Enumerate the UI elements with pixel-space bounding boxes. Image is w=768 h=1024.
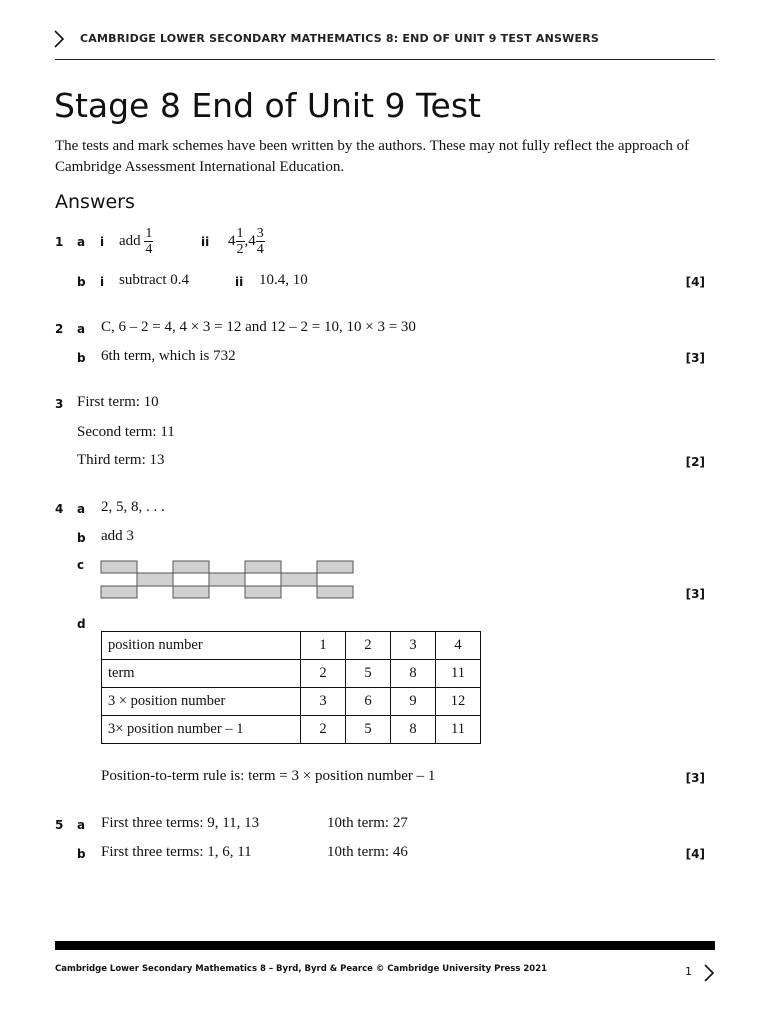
table-cell: 2 [346,632,391,660]
q1-b-ii-answer: 10.4, 10 [259,272,308,288]
table-cell: 8 [391,716,436,744]
answers-heading: Answers [55,191,135,213]
q4-d-rule: Position-to-term rule is: term = 3 × position number – 1 [101,768,436,784]
table-cell: 2 [301,660,346,688]
q1-b-sub-ii: ii [235,275,244,289]
table-row [102,632,481,660]
q5-b-tenth: 10th term: 46 [327,844,408,860]
table-cell: 11 [436,716,481,744]
table-cell: 11 [436,660,481,688]
table-row [102,660,481,688]
q3-number: 3 [55,397,64,411]
header-rule [55,59,715,60]
q1-b-i-answer: subtract 0.4 [119,272,189,288]
fraction-denominator: 4 [256,241,264,257]
table-cell: 5 [346,716,391,744]
q1-a-ii-fraction-1 [236,226,245,257]
mixed-whole: 4 [248,232,256,249]
q2-a-answer: C, 6 – 2 = 4, 4 × 3 = 12 and 12 – 2 = 10, 10 × 3 = 30 [101,319,416,335]
q4-b-answer: add 3 [101,528,134,544]
q5-a-tenth: 10th term: 27 [327,815,408,831]
table-cell: 12 [436,688,481,716]
q1-part-a: a [77,235,86,249]
q1-part-b: b [77,275,86,289]
q1-b-sub-i: i [100,275,105,289]
table-row-label: term [102,660,301,688]
q3-marks: [2] [685,455,705,469]
table-cell: 8 [391,660,436,688]
q4-part-d: d [77,617,86,631]
q4-part-b: b [77,531,86,545]
table-cell: 5 [346,660,391,688]
table-cell: 2 [301,716,346,744]
tile [137,573,173,586]
footer-copyright: Cambridge Lower Secondary Mathematics 8 – Byrd, Byrd & Pearce © Cambridge University Press 2021 [55,964,548,974]
q2-number: 2 [55,322,64,336]
fraction-denominator: 4 [145,241,153,257]
tile [317,586,353,598]
tile [245,586,281,598]
table-cell: 6 [346,688,391,716]
table-cell: 1 [301,632,346,660]
table-cell: 3 [391,632,436,660]
q1-a-i-fraction [144,226,153,257]
tile [173,586,209,598]
tile [245,561,281,573]
running-header: CAMBRIDGE LOWER SECONDARY MATHEMATICS 8: END OF UNIT 9 TEST ANSWERS [80,32,599,45]
table-cell: 3 [301,688,346,716]
q5-part-b: b [77,847,86,861]
tile [281,573,317,586]
tile [173,561,209,573]
next-page-chevron-icon[interactable] [703,963,715,983]
q1-a-sub-i: i [100,235,105,249]
q3-line-2: Second term: 11 [77,424,175,440]
table-row [102,688,481,716]
table-row-label: position number [102,632,301,660]
q3-line-3: Third term: 13 [77,452,165,468]
q4-d-table-wrap [101,631,481,744]
page-title: Stage 8 End of Unit 9 Test [54,86,481,125]
fraction-denominator: 2 [236,241,244,257]
q1-a-ii-fraction-2 [256,226,265,257]
q5-a-terms: First three terms: 9, 11, 13 [101,815,260,831]
q1-a-sub-ii: ii [201,235,210,249]
q1-number: 1 [55,235,64,249]
table-cell: 4 [436,632,481,660]
q2-part-b: b [77,351,86,365]
tile [101,561,137,573]
q1-a-i-answer [119,224,153,258]
table-cell: 9 [391,688,436,716]
q5-b-terms: First three terms: 1, 6, 11 [101,844,252,860]
q4-part-c: c [77,558,85,572]
fraction-numerator: 1 [236,225,244,241]
footer-bar [55,941,715,950]
page-number: 1 [685,965,692,978]
q2-b-answer: 6th term, which is 732 [101,348,236,364]
q4-d-marks: [3] [685,771,705,785]
intro-paragraph: The tests and mark schemes have been written by the authors. These may not fully reflect the approach of Cambridge Assessment International Education. [55,138,690,175]
tile-pattern-diagram [100,560,356,602]
q5-marks: [4] [685,847,705,861]
q2-part-a: a [77,322,86,336]
table-row [102,716,481,744]
q4-part-a: a [77,502,86,516]
table-row-label: 3 × position number [102,688,301,716]
tile [101,586,137,598]
q5-part-a: a [77,818,86,832]
q1-a-ii-answer [228,224,265,258]
q5-number: 5 [55,818,64,832]
tile [317,561,353,573]
q4-a-answer: 2, 5, 8, . . . [101,499,165,515]
sequence-table [101,631,481,744]
mixed-whole: 4 [228,232,236,249]
tile [209,573,245,586]
q1-marks: [4] [685,275,705,289]
q4-c-marks: [3] [685,587,705,601]
q2-marks: [3] [685,351,705,365]
q1-a-i-text: add [119,232,141,249]
q3-line-1: First term: 10 [77,394,159,410]
chevron-right-icon [52,29,66,49]
fraction-numerator: 1 [145,225,153,241]
fraction-numerator: 3 [256,225,264,241]
q4-number: 4 [55,502,64,516]
separator: , [244,232,249,249]
table-row-label: 3× position number – 1 [102,716,301,744]
